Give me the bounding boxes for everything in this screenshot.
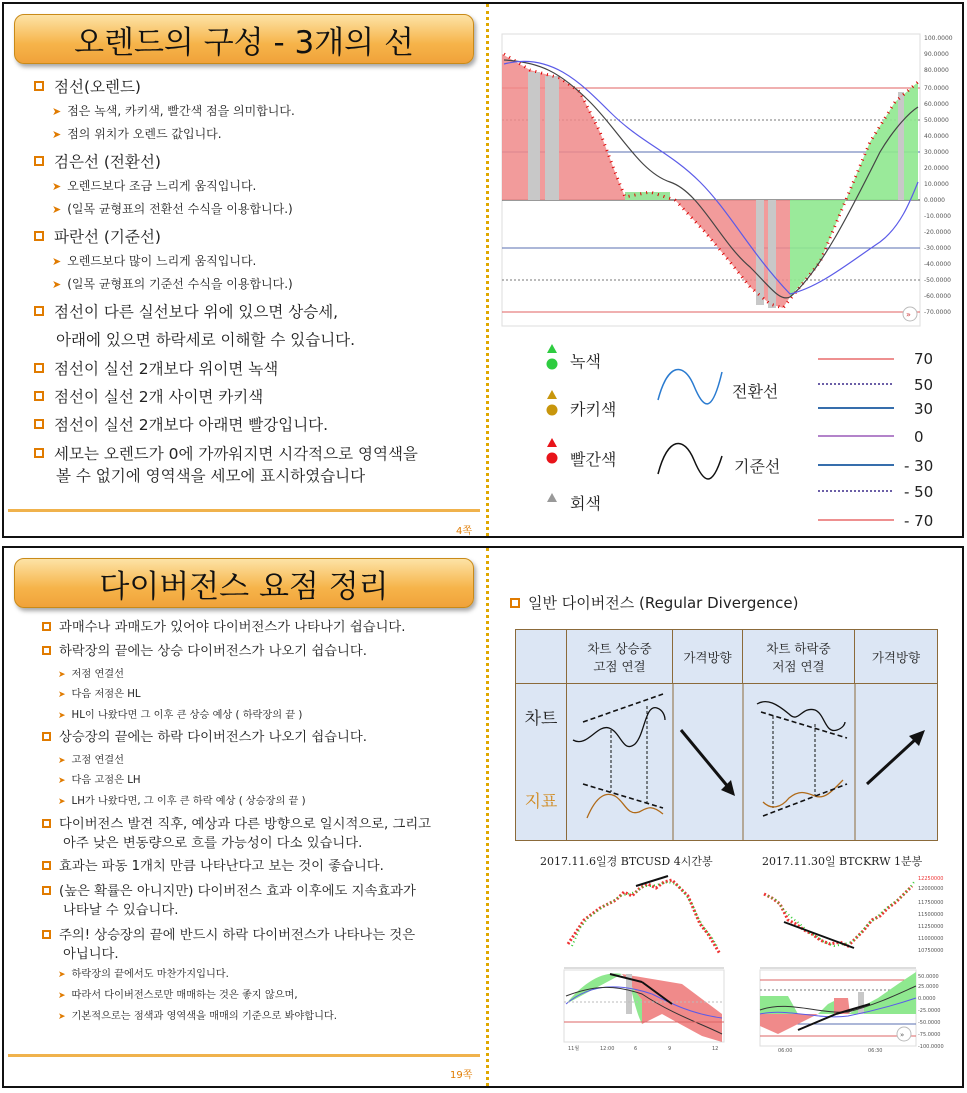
svg-text:-75.0000: -75.0000 [918, 1032, 941, 1038]
svg-text:11750000: 11750000 [918, 900, 944, 906]
square-bullet-icon [34, 231, 44, 241]
svg-text:0.0000: 0.0000 [918, 996, 936, 1002]
bullet-2: 하락장의 끝에는 상승 다이버전스가 나오기 쉽습니다. [42, 642, 367, 661]
arrow-bullet-icon: ➤ [52, 128, 62, 141]
svg-text:60.0000: 60.0000 [924, 101, 949, 108]
square-bullet-icon [34, 448, 44, 458]
bullet-1: 과매수나 과매도가 있어야 다이버전스가 나타나기 쉽습니다. [42, 618, 405, 637]
legend-symbols [542, 342, 562, 512]
orend-oscillator-chart [500, 32, 960, 332]
arrow-bullet-icon: ➤ [58, 690, 66, 700]
level-minus-30: - 30 [904, 457, 934, 475]
legend-conversion: 전환선 [732, 382, 779, 401]
svg-text:-20.0000: -20.0000 [924, 229, 951, 236]
svg-text:12:00: 12:00 [600, 1046, 615, 1052]
svg-text:12250000: 12250000 [918, 876, 944, 882]
caption-right-chart: 2017.11.30일 BTCKRW 1분봉 [762, 855, 923, 868]
svg-text:06:30: 06:30 [868, 1048, 883, 1054]
arrow-bullet-icon: ➤ [52, 105, 62, 118]
svg-text:10.0000: 10.0000 [924, 181, 949, 188]
square-bullet-icon [510, 598, 520, 608]
svg-text:0.0000: 0.0000 [924, 197, 945, 204]
slide-divergence-summary [2, 546, 964, 1088]
header-direction-2: 가격방향 [854, 630, 937, 684]
scroll-icon: » [906, 310, 911, 319]
svg-text:11500000: 11500000 [918, 912, 944, 918]
level-legend [816, 352, 898, 532]
sub-bullet: ➤ 점의 위치가 오렌드 값입니다. [52, 127, 222, 141]
level-minus-70: - 70 [904, 512, 934, 530]
level-30: 30 [914, 400, 934, 418]
svg-text:6: 6 [634, 1046, 638, 1052]
level-0: 0 [914, 428, 924, 446]
level-70: 70 [914, 350, 934, 368]
level-50: 50 [914, 376, 934, 394]
square-bullet-icon [42, 732, 51, 741]
square-bullet-icon [34, 419, 44, 429]
arrow-bullet-icon: ➤ [58, 970, 66, 980]
scroll-icon: » [900, 1031, 905, 1039]
bullet-6: 점선이 실선 2개 사이면 카키색 [34, 387, 263, 407]
square-bullet-icon [34, 363, 44, 373]
arrow-bullet-icon: ➤ [52, 255, 62, 268]
sub-bullet: ➤ LH가 나왔다면, 그 이후 큰 하락 예상 ( 상승장의 끝 ) [58, 796, 306, 807]
svg-text:-50.0000: -50.0000 [924, 277, 951, 284]
bullet-6-cont: 나타날 수 있습니다. [63, 903, 179, 918]
bullet-4-cont: 아래에 있으면 하락세로 이해할 수 있습니다. [56, 331, 356, 349]
legend-red: 빨간색 [570, 450, 617, 469]
svg-text:11250000: 11250000 [918, 924, 944, 930]
bullet-5: 점선이 실선 2개보다 위이면 녹색 [34, 359, 278, 379]
sub-bullet: ➤ 다음 저점은 HL [58, 689, 141, 700]
svg-text:9: 9 [668, 1046, 672, 1052]
bullet-7-cont: 아닙니다. [63, 947, 119, 962]
bullet-3: 상승장의 끝에는 하락 다이버전스가 나오기 쉽습니다. [42, 728, 367, 747]
btckrw-chart [758, 874, 964, 1056]
svg-text:25.0000: 25.0000 [918, 984, 939, 990]
bottom-rule [8, 1054, 480, 1057]
sub-bullet: ➤ 다음 고점은 LH [58, 775, 141, 786]
vertical-divider [486, 4, 489, 536]
slide-title: 다이버전스 요점 정리 [14, 558, 474, 608]
svg-text:70.0000: 70.0000 [924, 85, 949, 92]
arrow-bullet-icon: ➤ [58, 797, 66, 807]
btcusd-chart [562, 874, 726, 1052]
bullet-7: 점선이 실선 2개보다 아래면 빨강입니다. [34, 415, 328, 435]
legend-gray: 회색 [570, 494, 601, 513]
bullet-4-cont: 아주 낮은 변동량으로 흐를 가능성이 다소 있습니다. [63, 836, 363, 851]
square-bullet-icon [34, 306, 44, 316]
header-direction-1: 가격방향 [673, 630, 743, 684]
square-bullet-icon [42, 861, 51, 870]
level-minus-50: - 50 [904, 483, 934, 501]
arrow-bullet-icon: ➤ [58, 1012, 66, 1022]
arrow-bullet-icon: ➤ [58, 711, 66, 721]
square-bullet-icon [34, 391, 44, 401]
svg-text:90.0000: 90.0000 [924, 51, 949, 58]
bullet-3: 파란선 (기준선) [34, 227, 161, 247]
bullet-2: 검은선 (전환선) [34, 152, 161, 172]
bullet-1: 점선(오렌드) [34, 77, 141, 97]
square-bullet-icon [42, 819, 51, 828]
sub-bullet: ➤ 저점 연결선 [58, 669, 124, 680]
svg-text:80.0000: 80.0000 [924, 67, 949, 74]
row-label-indicator: 지표 [524, 792, 558, 812]
page-number: 19쪽 [450, 1070, 473, 1081]
header-downtrend: 차트 하락중 저점 연결 [742, 630, 854, 684]
bullet-6: (높은 확률은 아니지만) 다이버전스 효과 이후에도 지속효과가 [42, 882, 416, 901]
arrow-bullet-icon: ➤ [58, 991, 66, 1001]
svg-text:100.0000: 100.0000 [924, 35, 953, 42]
svg-text:-100.0000: -100.0000 [918, 1044, 944, 1050]
arrow-bullet-icon: ➤ [52, 203, 62, 216]
svg-text:-40.0000: -40.0000 [924, 261, 951, 268]
bullet-4: 점선이 다른 실선보다 위에 있으면 상승세, [34, 302, 338, 322]
square-bullet-icon [42, 930, 51, 939]
divergence-diagrams [567, 684, 936, 840]
square-bullet-icon [34, 156, 44, 166]
square-bullet-icon [34, 81, 44, 91]
svg-text:40.0000: 40.0000 [924, 133, 949, 140]
svg-text:-50.0000: -50.0000 [918, 1020, 941, 1026]
square-bullet-icon [42, 646, 51, 655]
svg-text:06:00: 06:00 [778, 1048, 793, 1054]
caption-left-chart: 2017.11.6일경 BTCUSD 4시간봉 [540, 855, 713, 868]
svg-text:12: 12 [712, 1046, 719, 1052]
header-uptrend: 차트 상승중 고점 연결 [567, 630, 673, 684]
square-bullet-icon [42, 886, 51, 895]
divergence-table [515, 629, 938, 841]
svg-text:11월: 11월 [568, 1046, 580, 1052]
bullet-7: 주의! 상승장의 끝에 반드시 하락 다이버전스가 나타나는 것은 [42, 926, 415, 945]
square-bullet-icon [42, 622, 51, 631]
svg-text:-70.0000: -70.0000 [924, 309, 951, 316]
bullet-8-cont: 볼 수 없기에 영역색을 세모에 표시하였습니다 [56, 467, 366, 485]
svg-text:10750000: 10750000 [918, 948, 944, 954]
svg-text:-10.0000: -10.0000 [924, 213, 951, 220]
page-number: 4쪽 [456, 526, 473, 537]
legend-khaki: 카키색 [570, 400, 617, 419]
arrow-bullet-icon: ➤ [52, 180, 62, 193]
sub-bullet: ➤ (일목 균형표의 전환선 수식을 이용합니다.) [52, 202, 293, 216]
sub-bullet: ➤ 오렌드보다 조금 느리게 움직입니다. [52, 179, 257, 193]
svg-text:12000000: 12000000 [918, 886, 944, 892]
svg-text:-30.0000: -30.0000 [924, 245, 951, 252]
sub-bullet: ➤ 하락장의 끝에서도 마찬가지입니다. [58, 969, 229, 980]
svg-text:-25.0000: -25.0000 [918, 1008, 941, 1014]
bullet-8: 세모는 오렌드가 0에 가까워지면 시각적으로 영역색을 [34, 444, 418, 464]
sub-bullet: ➤ 오렌드보다 많이 느리게 움직입니다. [52, 254, 257, 268]
slide-orend-components [2, 2, 964, 538]
svg-text:11000000: 11000000 [918, 936, 944, 942]
vertical-divider [486, 548, 489, 1086]
arrow-bullet-icon: ➤ [58, 670, 66, 680]
regular-divergence-title: 일반 다이버전스 (Regular Divergence) [510, 592, 798, 613]
legend-base: 기준선 [734, 457, 781, 476]
svg-text:30.0000: 30.0000 [924, 149, 949, 156]
slide-title: 오렌드의 구성 - 3개의 선 [14, 14, 474, 64]
sub-bullet: ➤ (일목 균형표의 기준선 수식을 이용합니다.) [52, 277, 293, 291]
bullet-5: 효과는 파동 1개치 만큼 나타난다고 보는 것이 좋습니다. [42, 857, 384, 876]
sub-bullet: ➤ 점은 녹색, 카키색, 빨간색 점을 의미합니다. [52, 104, 295, 118]
row-label-chart: 차트 [524, 709, 558, 729]
legend-lines [656, 366, 726, 496]
arrow-bullet-icon: ➤ [58, 756, 66, 766]
sub-bullet: ➤ 고점 연결선 [58, 755, 124, 766]
bottom-rule [8, 509, 480, 512]
svg-text:50.0000: 50.0000 [918, 974, 939, 980]
arrow-bullet-icon: ➤ [52, 278, 62, 291]
sub-bullet: ➤ HL이 나왔다면 그 이후 큰 상승 예상 ( 하락장의 끝 ) [58, 710, 303, 721]
svg-text:20.0000: 20.0000 [924, 165, 949, 172]
sub-bullet: ➤ 기본적으로는 점색과 영역색을 매매의 기준으로 봐야합니다. [58, 1011, 338, 1022]
sub-bullet: ➤ 따라서 다이버전스로만 매매하는 것은 좋지 않으며, [58, 990, 298, 1001]
svg-text:50.0000: 50.0000 [924, 117, 949, 124]
arrow-bullet-icon: ➤ [58, 776, 66, 786]
bullet-4: 다이버전스 발견 직후, 예상과 다른 방향으로 일시적으로, 그리고 [42, 815, 431, 834]
legend-green: 녹색 [570, 352, 601, 371]
svg-text:-60.0000: -60.0000 [924, 293, 951, 300]
